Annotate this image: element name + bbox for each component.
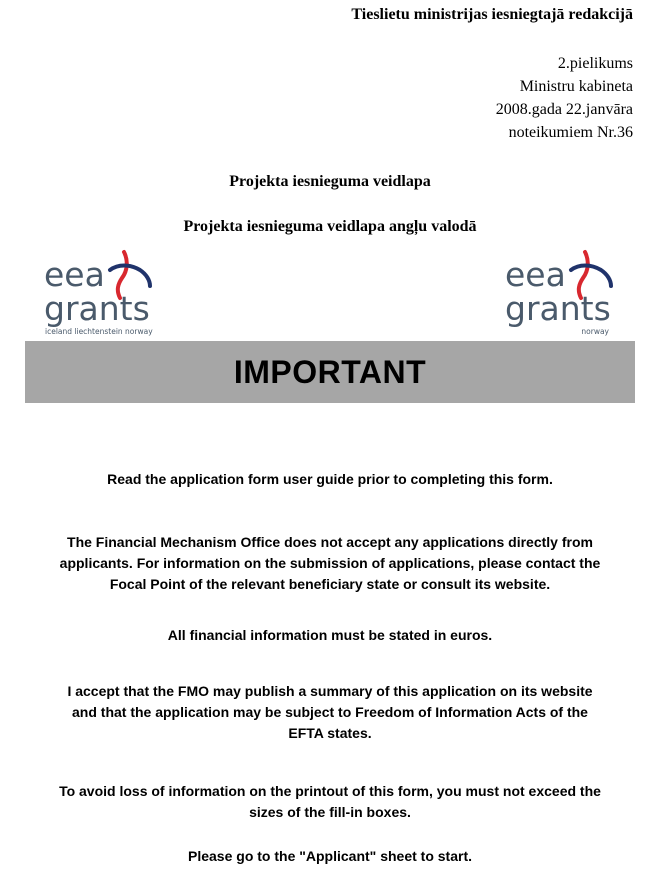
annex-line: 2.pielikums <box>557 55 633 72</box>
important-label: IMPORTANT <box>233 353 427 390</box>
annex-line: Ministru kabineta <box>519 78 633 95</box>
logo-tagline: norway <box>581 327 609 336</box>
form-title-english: Projekta iesnieguma veidlapa angļu valodā <box>183 218 477 235</box>
notice-line: Please go to the "Applicant" sheet to start. <box>188 848 472 864</box>
form-title: Projekta iesnieguma veidlapa <box>229 173 431 190</box>
important-banner <box>25 341 635 403</box>
notice-line: I accept that the FMO may publish a summary of this application on its website <box>67 683 593 699</box>
notice-line: applicants. For information on the submission of applications, please contact the <box>59 555 601 571</box>
notice-line: The Financial Mechanism Office does not accept any applications directly from <box>67 534 593 550</box>
logo-word-top: eea <box>505 255 566 294</box>
notice-line: To avoid loss of information on the printout of this form, you must not exceed the <box>59 783 601 799</box>
notice-line: sizes of the fill-in boxes. <box>249 804 411 820</box>
notice-line: and that the application may be subject to Freedom of Information Acts of the <box>72 704 588 720</box>
eea-grants-logo-right <box>505 248 617 336</box>
redaction-note: Tieslietu ministrijas iesniegtajā redakcijā <box>351 6 633 23</box>
annex-line: noteikumiem Nr.36 <box>508 124 633 141</box>
notice-line: Focal Point of the relevant beneficiary state or consult its website. <box>109 576 551 592</box>
annex-line: 2008.gada 22.janvāra <box>495 101 633 118</box>
eea-grants-logo-left <box>44 248 156 336</box>
logo-word-bottom: grants <box>44 289 150 328</box>
logo-word-bottom: grants <box>505 289 611 328</box>
logo-word-top: eea <box>44 255 105 294</box>
notice-fill-in-boxes <box>20 781 640 823</box>
notice-publication-consent <box>20 681 640 744</box>
notice-fmo-applications <box>20 532 640 595</box>
notice-start-instruction <box>20 846 640 867</box>
notice-euros <box>20 625 640 646</box>
notice-line: All financial information must be stated in euros. <box>167 627 493 643</box>
notice-line: EFTA states. <box>288 725 372 741</box>
annex-reference <box>496 52 633 144</box>
notice-user-guide <box>20 469 640 490</box>
notice-line: Read the application form user guide prior to completing this form. <box>107 471 553 487</box>
logo-tagline: iceland liechtenstein norway <box>45 327 153 336</box>
